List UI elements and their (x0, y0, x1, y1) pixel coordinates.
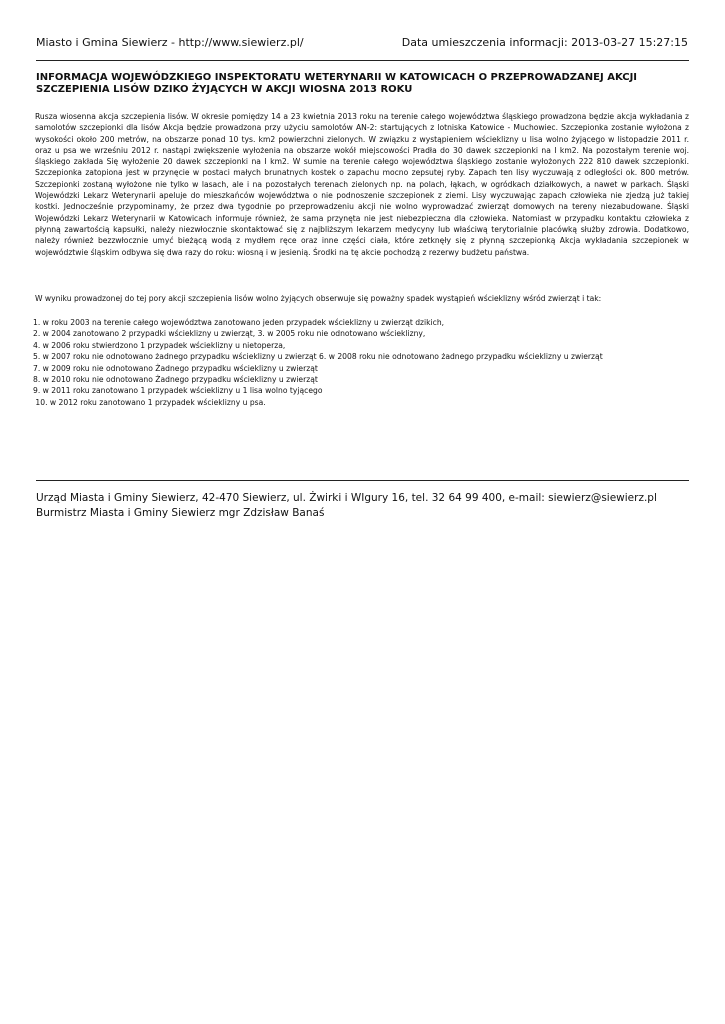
list-item: 10. w 2012 roku zanotowano 1 przypadek wścieklizny u psa. (33, 397, 266, 407)
office-contact: Urząd Miasta i Gminy Siewierz, 42-470 Siewierz, ul. Żwirki i WIgury 16, tel. 32 64 99 400, e-mail: siewierz@siewierz.pl (36, 492, 657, 504)
list-item: 2. w 2004 zanotowano 2 przypadki wścieklizny u zwierząt, 3. w 2005 roku nie odnotowano wścieklizny, (33, 329, 426, 339)
page-footer (36, 491, 689, 521)
list-item: 1. w roku 2003 na terenie całego województwa zanotowano jeden przypadek wścieklizny u zwierząt dzikich, (33, 318, 445, 327)
list-item: 5. w 2007 roku nie odnotowano żadnego przypadku wścieklizny u zwierząt 6. w 2008 roku nie odnotowano żadnego przypadku wścieklizny u zwierząt (33, 352, 603, 362)
header-divider (36, 60, 689, 61)
footer-divider (36, 480, 689, 481)
article-body: Rusza wiosenna akcja szczepienia lisów. W okresie pomiędzy 14 a 23 kwietnia 2013 roku na terenie całego województwa śląskiego prowadzona będzie akcja wykładania z samolotów szczepionki dla lisów Akcja będzie prowadzona przy użyciu samolotów AN-2: startujących z lotniska Katowice - Muchowiec. Szczepionka zostanie wyłożona z wysokości około 200 metrów, na obszarze ponad 10 tys. km2 powierzchni zielonych. W związku z wystąpieniem wścieklizny u lisa wolno żyjącego w listopadzie 2011 r. oraz u psa we wrześniu 2012 r. nastąpi zwiększenie wyłożenia na obszarze wokół miejscowości Pradła do 30 dawek szczepionki na I km2. Na pozostałym terenie woj. śląskiego zakłada Się wyłożenie 20 dawek szczepionki na I km2. W sumie na terenie całego województwa śląskiego zostanie wyłożonych 222 810 dawek szczepionki. Szczepionka zatopiona jest w przynęcie w postaci małych brunatnych kostek o zapachu mocno zepsutej ryby. Zapach ten lisy wyczuwają z odległości ok. 800 metrów. Szczepionki zostaną wyłożone nie tylko w lasach, ale i na pozostałych terenach zielonych np. na polach, łąkach, w ogródkach działkowych, a nawet w parkach. Śląski Wojewódzki Lekarz Weterynarii apeluje do mieszkańców województwa o nie podnoszenie szczepionek z ziemi. Lisy wyczuwając zapach człowieka nie zjedzą już takiej kostki. Jednocześnie przypominamy, że przez dwa tygodnie po przeprowadzeniu akcji nie wolno wyprowadzać zwierząt domowych na tereny niezabudowane. Śląski Wojewódzki Lekarz Weterynarii w Katowicach informuje również, że sama przynęta nie jest niebezpieczna dla człowieka. Natomiast w przypadku kontaktu człowieka z płynną zawartością kapsułki, należy niezwłocznie skontaktować się z najbliższym lekarzem medycyny lub właściwą terytorialnie placówką służby zdrowia. Dodatkowo, należy również bezzwłocznie umyć bieżącą wodą z mydłem ręce oraz inne części ciała, które zetknęły się z płynną szczepionką Akcja wykładania szczepionek w województwie śląskim odbywa się dwa razy do roku: wiosną i w jesienią. Środki na tę akcie pochodzą z rezerwy budżetu państwa. (35, 112, 689, 257)
publication-date: Data umieszczenia informacji: 2013-03-27 15:27:15 (401, 36, 688, 49)
article-title: INFORMACJA WOJEWÓDZKIEGO INSPEKTORATU WETERYNARII W KATOWICACH O PRZEPROWADZANEJ AKCJI SZCZEPIENIA LISÓW DZIKO ŻYJĄCYCH W AKCJI WIOSNA 2013 ROKU (36, 72, 638, 95)
site-name: Miasto i Gmina Siewierz - http://www.siewierz.pl/ (36, 36, 304, 49)
list-item: 4. w 2006 roku stwierdzono 1 przypadek wścieklizny u nietoperza, (33, 340, 286, 350)
statistics-intro: W wyniku prowadzonej do tej pory akcji szczepienia lisów wolno żyjących obserwuje się poważny spadek wystąpień wścieklizny wśród zwierząt i tak: (35, 294, 602, 303)
list-item: 7. w 2009 roku nie odnotowano Żadnego przypadku wścieklizny u zwierząt (33, 363, 318, 373)
page-header (36, 36, 688, 50)
rabies-cases-list (33, 317, 689, 408)
mayor-name: Burmistrz Miasta i Gminy Siewierz mgr Zdzisław Banaś (36, 507, 325, 519)
list-item: 9. w 2011 roku zanotowano 1 przypadek wścieklizny u 1 lisa wolno tyjącego (33, 386, 323, 396)
list-item: 8. w 2010 roku nie odnotowano Żadnego przypadku wścieklizny u zwierząt (33, 375, 318, 385)
